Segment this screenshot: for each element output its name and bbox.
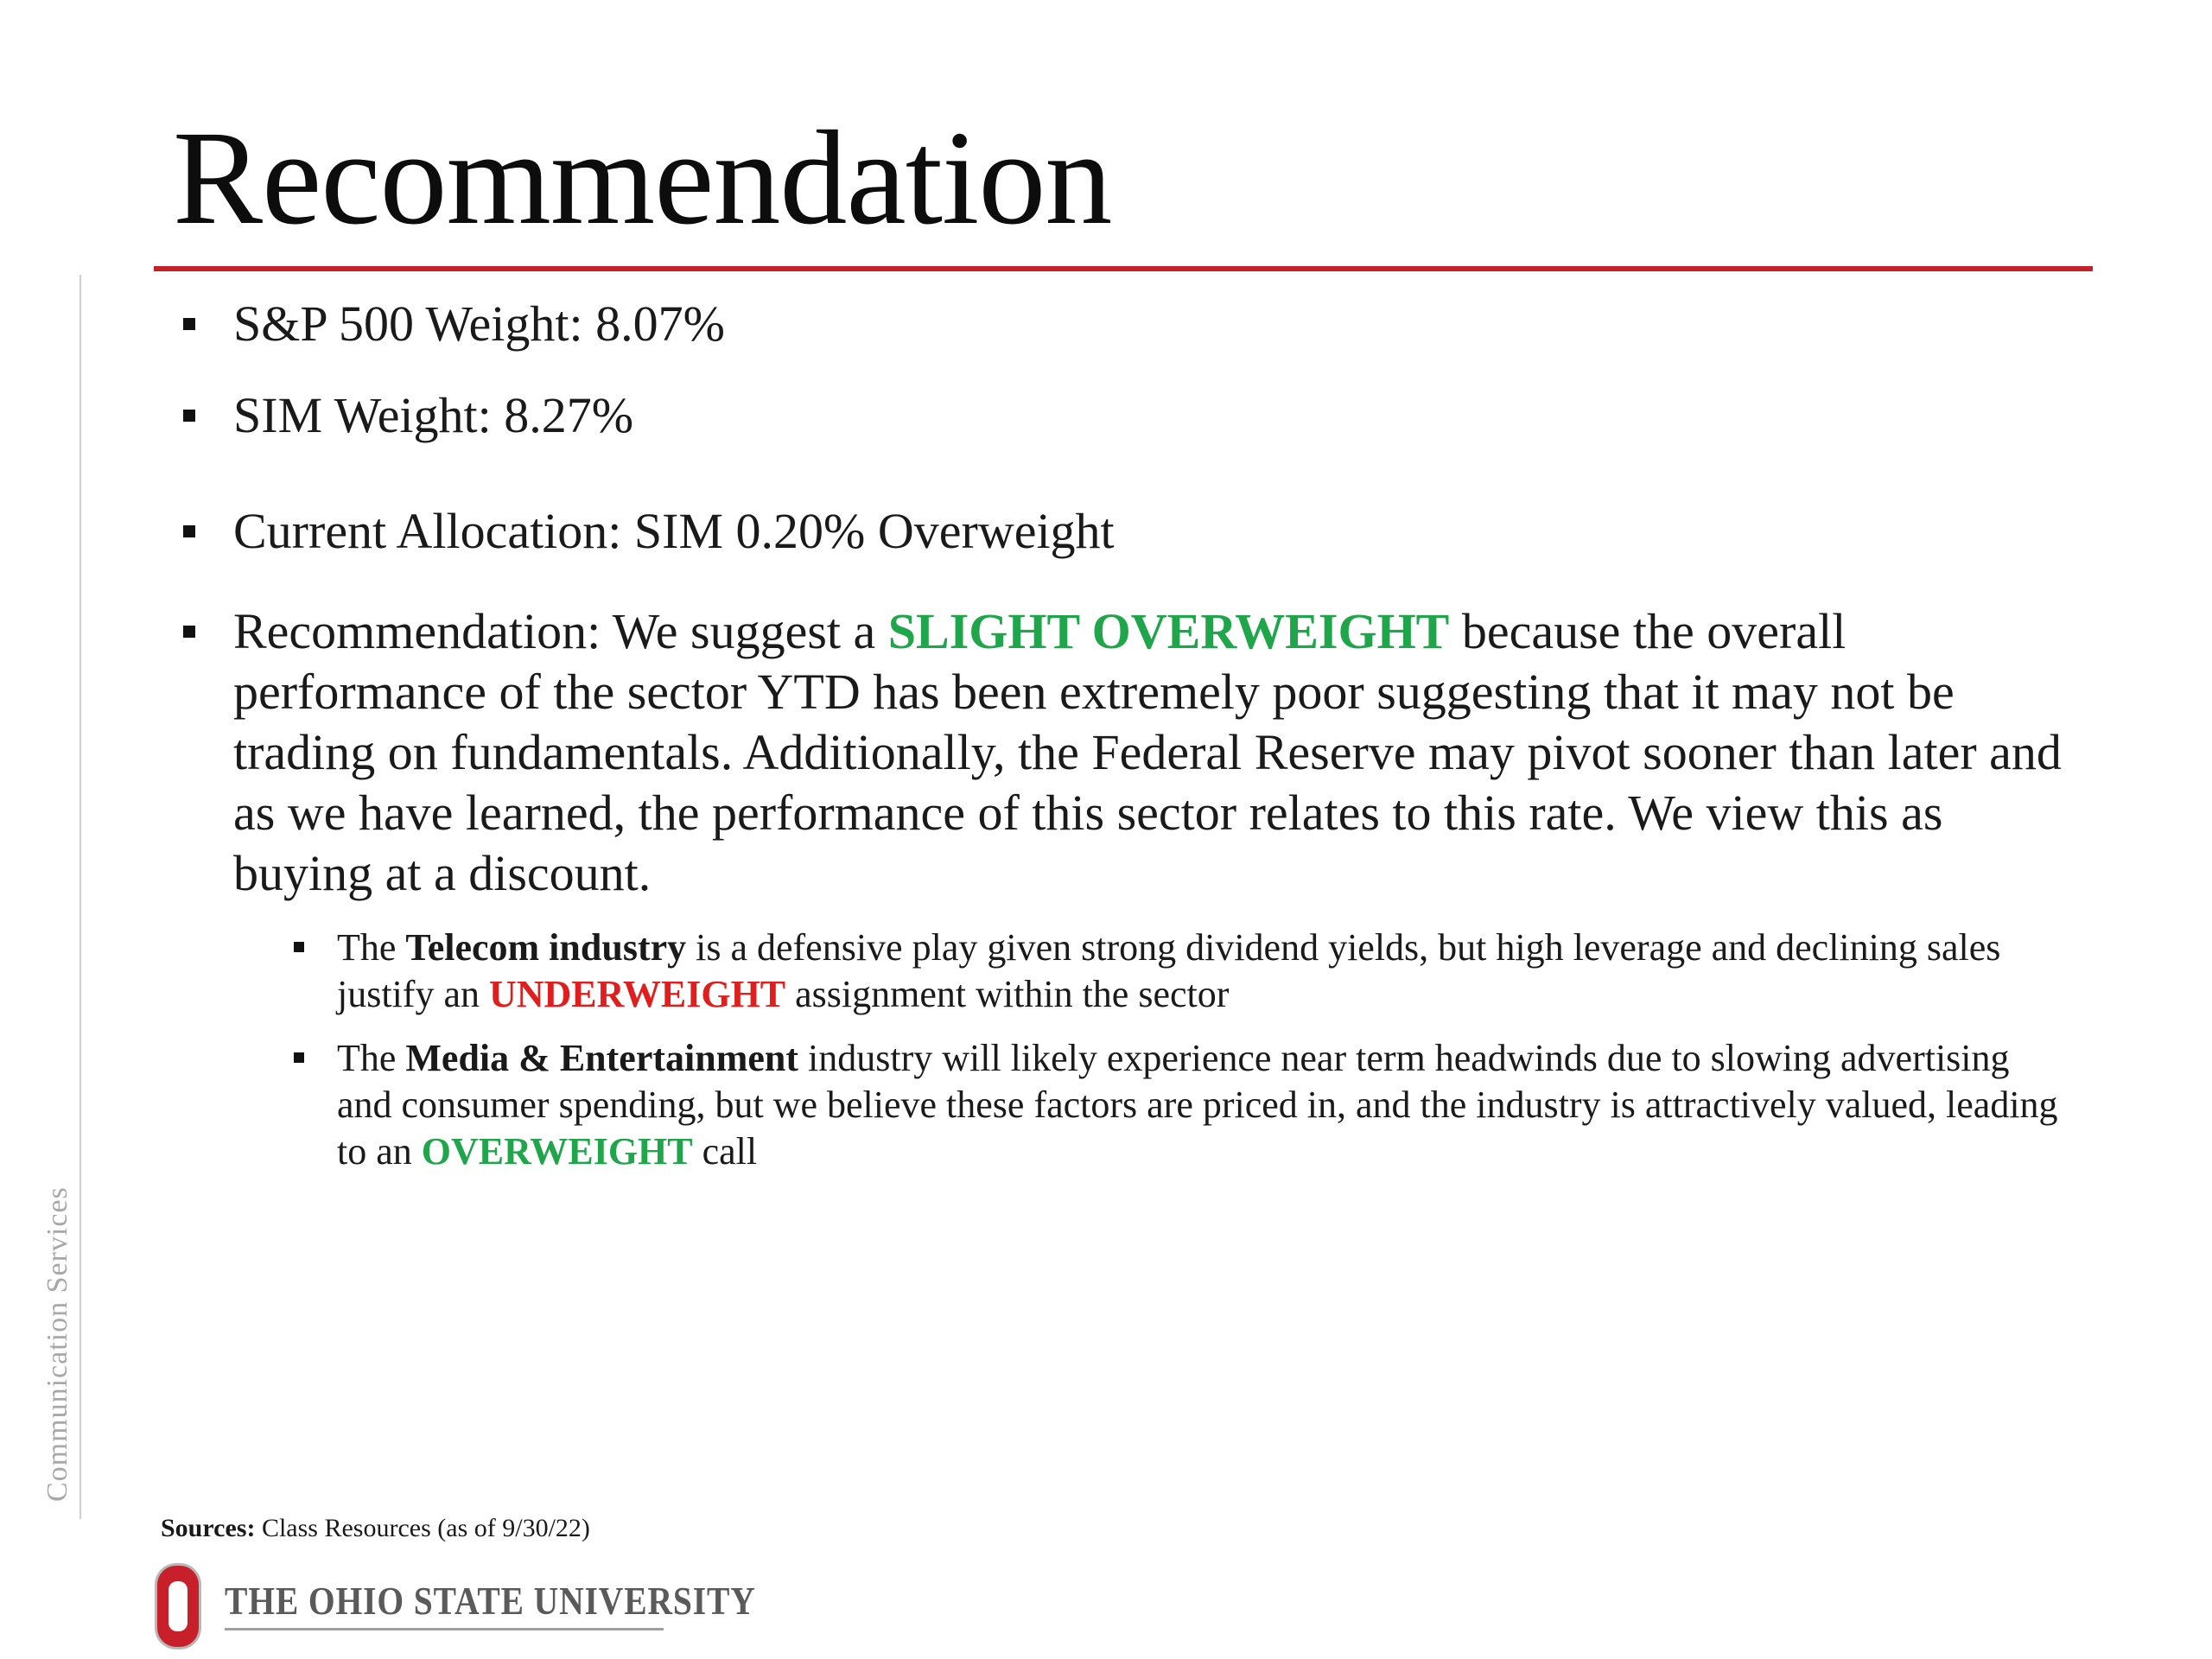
bullet-text: SIM Weight: 8.27%: [233, 387, 634, 443]
university-logo-text: THE OHIO STATE UNIVERSITY: [225, 1579, 756, 1623]
side-divider: [79, 275, 81, 1519]
sources-note: [161, 1514, 590, 1543]
section-side-label: Communication Services: [41, 1186, 73, 1502]
sub-bullet-text: [337, 1035, 2074, 1175]
bullet-square-icon: [183, 410, 195, 422]
bullet-text: Current Allocation: SIM 0.20% Overweight: [233, 503, 1115, 559]
bullet-square-icon: [294, 942, 304, 952]
sources-label: Sources:: [161, 1514, 256, 1542]
telecom-body: is a defensive play given strong dividend yields, but high leverage and declining sales justify an: [337, 926, 2001, 1015]
block-o-icon: [152, 1560, 204, 1652]
slide-title: Recommendation: [173, 103, 1112, 252]
bullet-text: [233, 601, 2065, 904]
recommendation-lead: Recommendation: We suggest a: [233, 603, 888, 659]
media-pre: The: [337, 1037, 406, 1079]
logo-underline: [225, 1628, 664, 1630]
media-entertainment-label: Media & Entertainment: [405, 1037, 798, 1079]
sub-bullet-text: [337, 925, 2074, 1018]
bullet-square-icon: [183, 525, 195, 537]
slight-overweight-highlight: SLIGHT OVERWEIGHT: [887, 603, 1450, 659]
media-post: call: [692, 1130, 758, 1173]
recommendation-body: because the overall performance of the sector YTD has been extremely poor suggesting that it may not be trading on fundamentals. Additionally, the Federal Reserve may pivot sooner than later and as we have learned, the performance of this sector relates to this rate. We view this as buying at a discount.: [233, 603, 2062, 901]
title-divider: [154, 266, 2093, 271]
bullet-square-icon: [183, 626, 195, 638]
bullet-square-icon: [294, 1052, 304, 1063]
overweight-highlight: OVERWEIGHT: [421, 1130, 693, 1173]
sources-text: Class Resources (as of 9/30/22): [255, 1514, 590, 1542]
university-logo: [152, 1560, 756, 1656]
telecom-post: assignment within the sector: [785, 973, 1230, 1015]
telecom-industry-label: Telecom industry: [405, 926, 687, 969]
telecom-pre: The: [337, 926, 406, 969]
underweight-highlight: UNDERWEIGHT: [488, 973, 786, 1015]
bullet-square-icon: [183, 318, 195, 330]
bullet-text: S&P 500 Weight: 8.07%: [233, 296, 725, 352]
media-body: industry will likely experience near term headwinds due to slowing advertising and consumer spending, but we believe these factors are priced in, and the industry is attractively valued, leading to an: [337, 1037, 2058, 1173]
